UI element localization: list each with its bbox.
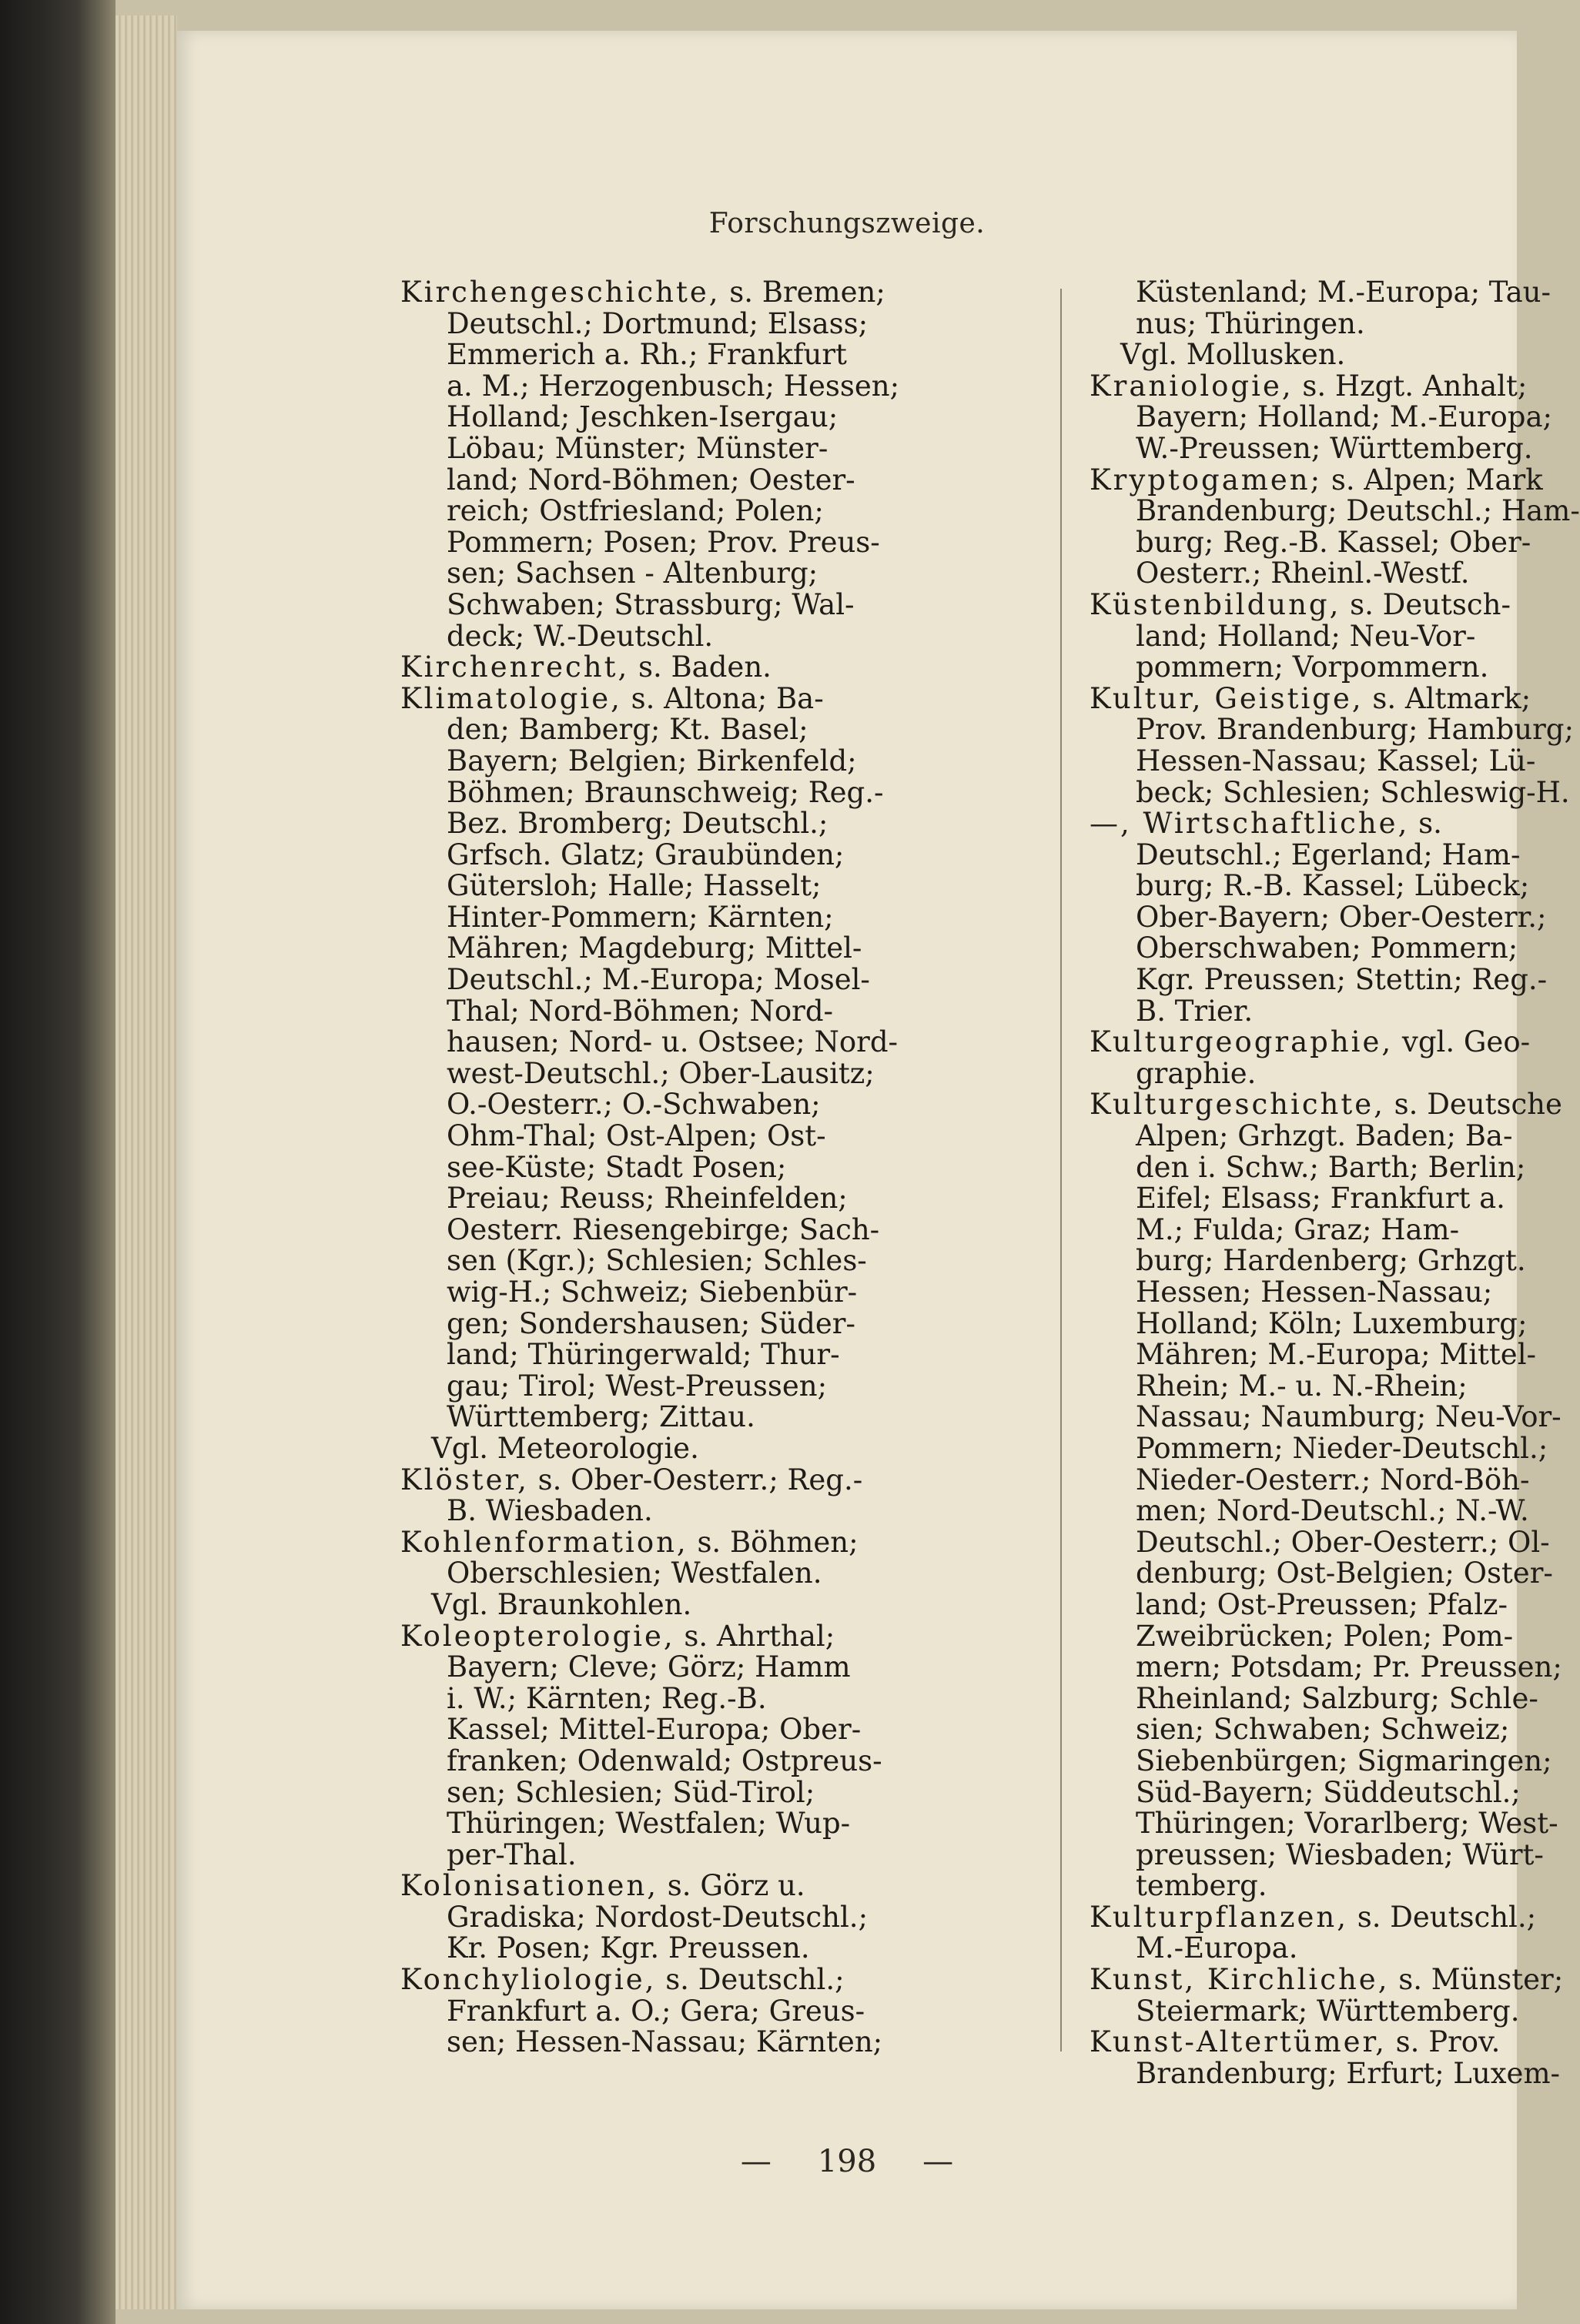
entry-reference: s. Prov.: [1386, 2025, 1501, 2059]
entry-keyword: Kunst, Kirchliche,: [1090, 1963, 1390, 1997]
entry-continuation: W.-Preussen; Württemberg.: [1136, 431, 1533, 465]
entry-continuation: M.-Europa.: [1136, 1931, 1298, 1965]
entry-continuation: Pommern; Posen; Prov. Preus-: [447, 525, 880, 559]
entry-continuation: Ober-Bayern; Ober-Oesterr.;: [1136, 900, 1547, 934]
entry-keyword: Koleopterologie,: [400, 1619, 675, 1653]
entry-continuation: B. Wiesbaden.: [447, 1494, 653, 1528]
entry-continuation: burg; Hardenberg; Grhzgt.: [1136, 1244, 1526, 1278]
entry-continuation: Kassel; Mittel-Europa; Ober-: [447, 1713, 862, 1747]
entry-continuation: burg; Reg.-B. Kassel; Ober-: [1136, 525, 1531, 559]
page-edges: [115, 15, 177, 2309]
index-entry-head: [1090, 2027, 1552, 2058]
entry-continuation: per-Thal.: [447, 1837, 577, 1871]
entry-keyword: Kulturgeschichte,: [1090, 1088, 1385, 1122]
dash-left: —: [740, 2144, 772, 2179]
index-entry-head: [400, 1527, 1055, 1559]
entry-keyword: Kirchengeschichte,: [400, 276, 721, 309]
entry-continuation: reich; Ostfriesland; Polen;: [447, 494, 824, 528]
entry-continuation: Thal; Nord-Böhmen; Nord-: [447, 994, 834, 1028]
entry-continuation: Holland; Köln; Luxemburg;: [1136, 1306, 1528, 1340]
entry-keyword: Küstenbildung,: [1090, 587, 1341, 621]
entry-continuation: Brandenburg; Erfurt; Luxem-: [1136, 2056, 1561, 2090]
entry-continuation: Grfsch. Glatz; Graubünden;: [447, 838, 845, 871]
entry-keyword: Kirchenrecht,: [400, 650, 630, 684]
entry-continuation: Oesterr. Riesengebirge; Sach-: [447, 1212, 880, 1246]
entry-continuation: Küstenland; M.-Europa; Tau-: [1136, 276, 1551, 309]
index-entry-head: [400, 1621, 1055, 1653]
entry-reference: s. Hzgt. Anhalt;: [1293, 369, 1528, 403]
entry-continuation: land; Holland; Neu-Vor-: [1136, 619, 1476, 653]
entry-continuation: Hessen-Nassau; Kassel; Lü-: [1136, 744, 1536, 777]
entry-reference: s. Altona; Ba-: [621, 681, 824, 715]
entry-reference: s. Bremen;: [720, 276, 885, 309]
entry-continuation: Zweibrücken; Polen; Pom-: [1136, 1619, 1514, 1653]
entry-continuation: deck; W.-Deutschl.: [447, 619, 714, 653]
index-entry-head: [1090, 1963, 1564, 1997]
entry-keyword: —, Wirtschaftliche,: [1090, 807, 1410, 841]
entry-keyword: Kulturgeographie,: [1090, 1025, 1394, 1059]
entry-continuation: mern; Potsdam; Pr. Preussen;: [1136, 1650, 1562, 1684]
entry-continuation: Bez. Bromberg; Deutschl.;: [447, 807, 828, 841]
entry-keyword: Kunst-Altertümer,: [1090, 2025, 1387, 2059]
entry-continuation: Emmerich a. Rh.; Frankfurt: [447, 338, 847, 372]
entry-continuation: Steiermark; Württemberg.: [1136, 1994, 1520, 2028]
entry-keyword: Kolonisationen,: [400, 1869, 659, 1903]
index-entry-head: [1090, 1902, 1552, 1934]
entry-continuation: sien; Schwaben; Schweiz;: [1136, 1713, 1510, 1747]
entry-continuation: Preiau; Reuss; Rheinfelden;: [447, 1182, 848, 1216]
index-entry-head: [1090, 587, 1552, 621]
dash-right: —: [922, 2144, 954, 2179]
entry-continuation: franken; Odenwald; Ostpreus-: [447, 1744, 882, 1777]
entry-continuation: Nassau; Naumburg; Neu-Vor-: [1136, 1400, 1562, 1434]
entry-continuation: Hinter-Pommern; Kärnten;: [447, 900, 834, 934]
entry-continuation: men; Nord-Deutschl.; N.-W.: [1136, 1494, 1529, 1528]
index-entry-head: [400, 681, 1055, 715]
entry-continuation: sen; Schlesien; Süd-Tirol;: [447, 1775, 815, 1809]
entry-continuation: Alpen; Grhzgt. Baden; Ba-: [1136, 1119, 1513, 1153]
entry-continuation: see-Küste; Stadt Posen;: [447, 1150, 787, 1184]
page-header: Forschungszweige.: [708, 208, 986, 239]
entry-continuation: hausen; Nord- u. Ostsee; Nord-: [447, 1025, 899, 1059]
entry-continuation: Prov. Brandenburg; Hamburg;: [1136, 713, 1574, 747]
page-number: 198: [817, 2144, 877, 2179]
entry-continuation: wig-H.; Schweiz; Siebenbür-: [447, 1276, 858, 1309]
index-entry-head: [400, 1965, 1055, 1996]
entry-continuation: Böhmen; Braunschweig; Reg.-: [447, 775, 884, 809]
see-also-line: Vgl. Braunkohlen.: [431, 1587, 692, 1621]
entry-continuation: preussen; Wiesbaden; Würt-: [1136, 1837, 1544, 1871]
entry-continuation: Deutschl.; Dortmund; Elsass;: [447, 306, 869, 340]
entry-continuation: land; Ost-Preussen; Pfalz-: [1136, 1587, 1508, 1621]
entry-reference: s.: [1409, 807, 1442, 841]
index-entry-head: [400, 277, 1055, 309]
entry-continuation: Gütersloh; Halle; Hasselt;: [447, 869, 822, 903]
book-page: [177, 31, 1580, 2309]
entry-continuation: Mähren; M.-Europa; Mittel-: [1136, 1338, 1537, 1372]
entry-continuation: nus; Thüringen.: [1136, 306, 1365, 340]
entry-continuation: graphie.: [1136, 1056, 1257, 1090]
entry-reference: s. Deutschl.;: [1347, 1900, 1537, 1934]
entry-continuation: beck; Schlesien; Schleswig-H.: [1136, 775, 1570, 809]
entry-continuation: Ohm-Thal; Ost-Alpen; Ost-: [447, 1119, 826, 1153]
index-entry-head: [400, 1871, 1055, 1902]
entry-continuation: Nieder-Oesterr.; Nord-Böh-: [1136, 1463, 1530, 1496]
entry-reference: s. Görz u.: [658, 1869, 805, 1903]
entry-continuation: den i. Schw.; Barth; Berlin;: [1136, 1150, 1526, 1184]
entry-reference: s. Böhmen;: [688, 1525, 859, 1559]
index-entry-head: [1090, 1027, 1552, 1058]
entry-continuation: Oesterr.; Rheinl.-Westf.: [1136, 557, 1470, 590]
index-entry-head: [1090, 808, 1552, 840]
entry-continuation: land; Nord-Böhmen; Oester-: [447, 463, 855, 497]
entry-continuation: burg; R.-B. Kassel; Lübeck;: [1136, 869, 1530, 903]
entry-reference: s. Münster;: [1389, 1963, 1564, 1997]
entry-continuation: Bayern; Cleve; Görz; Hamm: [447, 1650, 851, 1684]
entry-continuation: Siebenbürgen; Sigmaringen;: [1136, 1744, 1552, 1777]
entry-continuation: Schwaben; Strassburg; Wal-: [447, 587, 855, 621]
entry-continuation: B. Trier.: [1136, 994, 1254, 1028]
index-entry-head: [1090, 371, 1552, 403]
entry-continuation: west-Deutschl.; Ober-Lausitz;: [447, 1056, 875, 1090]
entry-continuation: Thüringen; Westfalen; Wup-: [447, 1807, 851, 1841]
entry-continuation: Oberschlesien; Westfalen.: [447, 1557, 822, 1590]
entry-reference: s. Baden.: [629, 650, 772, 684]
entry-continuation: denburg; Ost-Belgien; Oster-: [1136, 1557, 1553, 1590]
entry-reference: s. Deutsch-: [1341, 587, 1511, 621]
entry-continuation: Rhein; M.- u. N.-Rhein;: [1136, 1369, 1468, 1403]
entry-continuation: Oberschwaben; Pommern;: [1136, 931, 1518, 965]
entry-continuation: gen; Sondershausen; Süder-: [447, 1306, 855, 1340]
entry-continuation: den; Bamberg; Kt. Basel;: [447, 713, 808, 747]
entry-continuation: pommern; Vorpommern.: [1136, 650, 1489, 684]
entry-keyword: Kryptogamen;: [1090, 463, 1323, 497]
entry-reference: s. Altmark;: [1363, 681, 1531, 715]
entry-continuation: O.-Oesterr.; O.-Schwaben;: [447, 1088, 821, 1122]
entry-continuation: Gradiska; Nordost-Deutschl.;: [447, 1900, 869, 1934]
entry-keyword: Kohlenformation,: [400, 1525, 688, 1559]
see-also-line: Vgl. Mollusken.: [1120, 338, 1346, 372]
entry-continuation: Deutschl.; Ober-Oesterr.; Ol-: [1136, 1525, 1550, 1559]
entry-reference: s. Deutschl.;: [656, 1963, 845, 1997]
entry-keyword: Kraniologie,: [1090, 369, 1294, 403]
index-entry-head: [400, 1465, 1055, 1496]
entry-reference: vgl. Geo-: [1393, 1025, 1531, 1059]
entry-reference: s. Alpen; Mark: [1322, 463, 1543, 497]
entry-continuation: temberg.: [1136, 1869, 1267, 1903]
entry-continuation: Bayern; Belgien; Birkenfeld;: [447, 744, 857, 777]
entry-continuation: Mähren; Magdeburg; Mittel-: [447, 931, 862, 965]
entry-continuation: Deutschl.; M.-Europa; Mosel-: [447, 963, 870, 997]
entry-continuation: sen (Kgr.); Schlesien; Schles-: [447, 1244, 867, 1278]
entry-keyword: Kultur, Geistige,: [1090, 681, 1364, 715]
entry-continuation: sen; Hessen-Nassau; Kärnten;: [447, 2025, 883, 2059]
entry-keyword: Konchyliologie,: [400, 1963, 657, 1997]
entry-continuation: Holland; Jeschken-Isergau;: [447, 400, 839, 434]
entry-continuation: gau; Tirol; West-Preussen;: [447, 1369, 828, 1403]
entry-continuation: Thüringen; Vorarlberg; West-: [1136, 1807, 1558, 1841]
page-footer: [177, 2144, 1517, 2179]
entry-continuation: Bayern; Holland; M.-Europa;: [1136, 400, 1552, 434]
entry-continuation: Pommern; Nieder-Deutschl.;: [1136, 1431, 1548, 1465]
entry-continuation: a. M.; Herzogenbusch; Hessen;: [447, 369, 900, 403]
entry-continuation: Deutschl.; Egerland; Ham-: [1136, 838, 1521, 871]
entry-continuation: Kr. Posen; Kgr. Preussen.: [447, 1931, 810, 1965]
book-binding: [0, 0, 115, 2324]
entry-continuation: Kgr. Preussen; Stettin; Reg.-: [1136, 963, 1548, 997]
entry-continuation: Frankfurt a. O.; Gera; Greus-: [447, 1994, 865, 2028]
entry-continuation: i. W.; Kärnten; Reg.-B.: [447, 1681, 767, 1715]
entry-continuation: Württemberg; Zittau.: [447, 1400, 755, 1434]
index-entry-head: [1090, 465, 1552, 497]
index-entry-head: [1090, 681, 1552, 715]
index-entry-head: [1090, 1088, 1562, 1122]
entry-reference: s. Ober-Oesterr.; Reg.-: [528, 1463, 863, 1496]
left-column: [400, 277, 1055, 2058]
entry-continuation: Süd-Bayern; Süddeutschl.;: [1136, 1775, 1521, 1809]
entry-keyword: Klöster,: [400, 1463, 529, 1496]
entry-continuation: land; Thüringerwald; Thur-: [447, 1338, 840, 1372]
index-entry-head: [400, 652, 1055, 684]
entry-continuation: sen; Sachsen - Altenburg;: [447, 557, 818, 590]
right-column: [1090, 276, 1580, 2090]
entry-keyword: Kulturpflanzen,: [1090, 1900, 1348, 1934]
entry-reference: s. Deutsche: [1384, 1088, 1562, 1122]
entry-continuation: Brandenburg; Deutschl.; Ham-: [1136, 494, 1580, 528]
entry-continuation: Eifel; Elsass; Frankfurt a.: [1136, 1182, 1505, 1216]
entry-continuation: Löbau; Münster; Münster-: [447, 431, 828, 465]
column-divider: [1060, 289, 1062, 2051]
see-also-line: Vgl. Meteorologie.: [431, 1431, 699, 1465]
entry-reference: s. Ahrthal;: [675, 1619, 835, 1653]
entry-continuation: Rheinland; Salzburg; Schle-: [1136, 1681, 1538, 1715]
entry-continuation: M.; Fulda; Graz; Ham-: [1136, 1212, 1460, 1246]
entry-continuation: Hessen; Hessen-Nassau;: [1136, 1276, 1493, 1309]
entry-keyword: Klimatologie,: [400, 681, 622, 715]
